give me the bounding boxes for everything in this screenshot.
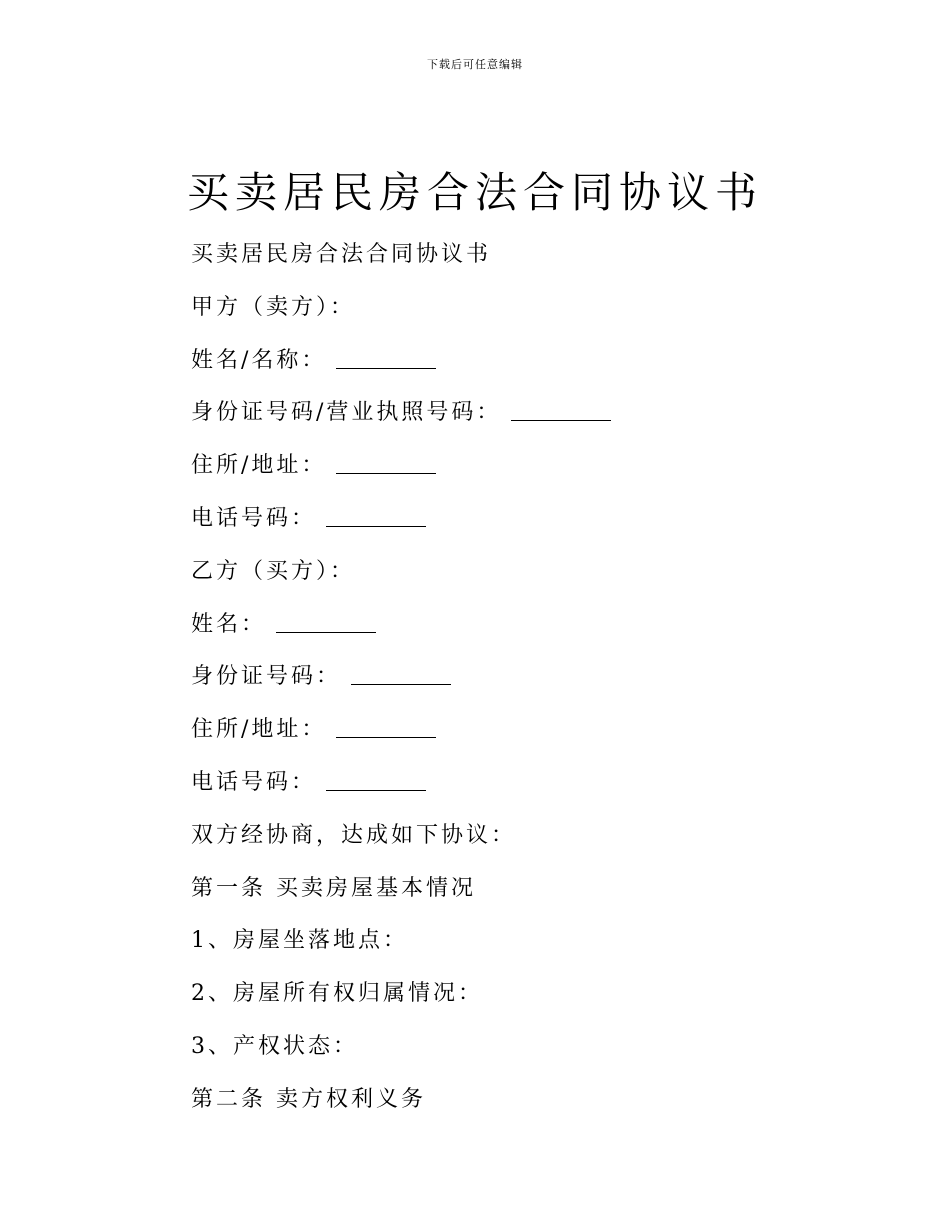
field-label: 住所/地址： bbox=[191, 717, 327, 743]
fill-in-blank[interactable] bbox=[326, 766, 426, 791]
party-b-id-field bbox=[191, 657, 891, 710]
fill-in-blank[interactable] bbox=[336, 713, 436, 738]
subtitle-line bbox=[191, 235, 891, 288]
line-text: 第一条 买卖房屋基本情况 bbox=[191, 875, 476, 901]
line-text: 乙方（买方）： bbox=[191, 558, 356, 584]
fill-in-blank[interactable] bbox=[511, 396, 611, 421]
field-label: 电话号码： bbox=[191, 505, 317, 531]
party-a-name-field bbox=[191, 341, 891, 394]
field-label: 姓名/名称： bbox=[191, 347, 327, 373]
article-two-heading bbox=[191, 1080, 891, 1133]
party-a-phone-field bbox=[191, 499, 891, 552]
party-b-address-field bbox=[191, 710, 891, 763]
article-one-heading bbox=[191, 869, 891, 922]
fill-in-blank[interactable] bbox=[336, 344, 436, 369]
line-text: 1、房屋坐落地点： bbox=[191, 928, 408, 954]
line-text: 买卖居民房合法合同协议书 bbox=[191, 242, 492, 267]
party-b-phone-field bbox=[191, 763, 891, 816]
fill-in-blank[interactable] bbox=[336, 449, 436, 474]
field-label: 电话号码： bbox=[191, 769, 317, 795]
document-body bbox=[191, 235, 891, 1133]
party-a-heading bbox=[191, 288, 891, 341]
line-text: 甲方（卖方）： bbox=[191, 294, 356, 320]
field-label: 住所/地址： bbox=[191, 453, 327, 479]
header-note: 下载后可任意编辑 bbox=[427, 58, 523, 71]
party-a-id-field bbox=[191, 393, 891, 446]
party-b-name-field bbox=[191, 605, 891, 658]
line-text: 第二条 卖方权利义务 bbox=[191, 1086, 426, 1112]
house-ownership-item bbox=[191, 974, 891, 1027]
line-text: 双方经协商，达成如下协议： bbox=[191, 822, 517, 848]
field-label: 姓名： bbox=[191, 611, 267, 637]
agreement-intro bbox=[191, 816, 891, 869]
field-label: 身份证号码： bbox=[191, 664, 342, 690]
field-label: 身份证号码/营业执照号码： bbox=[191, 400, 502, 426]
line-text: 3、产权状态： bbox=[191, 1033, 358, 1059]
fill-in-blank[interactable] bbox=[326, 502, 426, 527]
party-b-heading bbox=[191, 552, 891, 605]
party-a-address-field bbox=[191, 446, 891, 499]
fill-in-blank[interactable] bbox=[351, 660, 451, 685]
line-text: 2、房屋所有权归属情况： bbox=[191, 981, 483, 1007]
fill-in-blank[interactable] bbox=[276, 608, 376, 633]
house-location-item bbox=[191, 921, 891, 974]
property-status-item bbox=[191, 1027, 891, 1080]
document-title: 买卖居民房合法合同协议书 bbox=[186, 168, 763, 217]
